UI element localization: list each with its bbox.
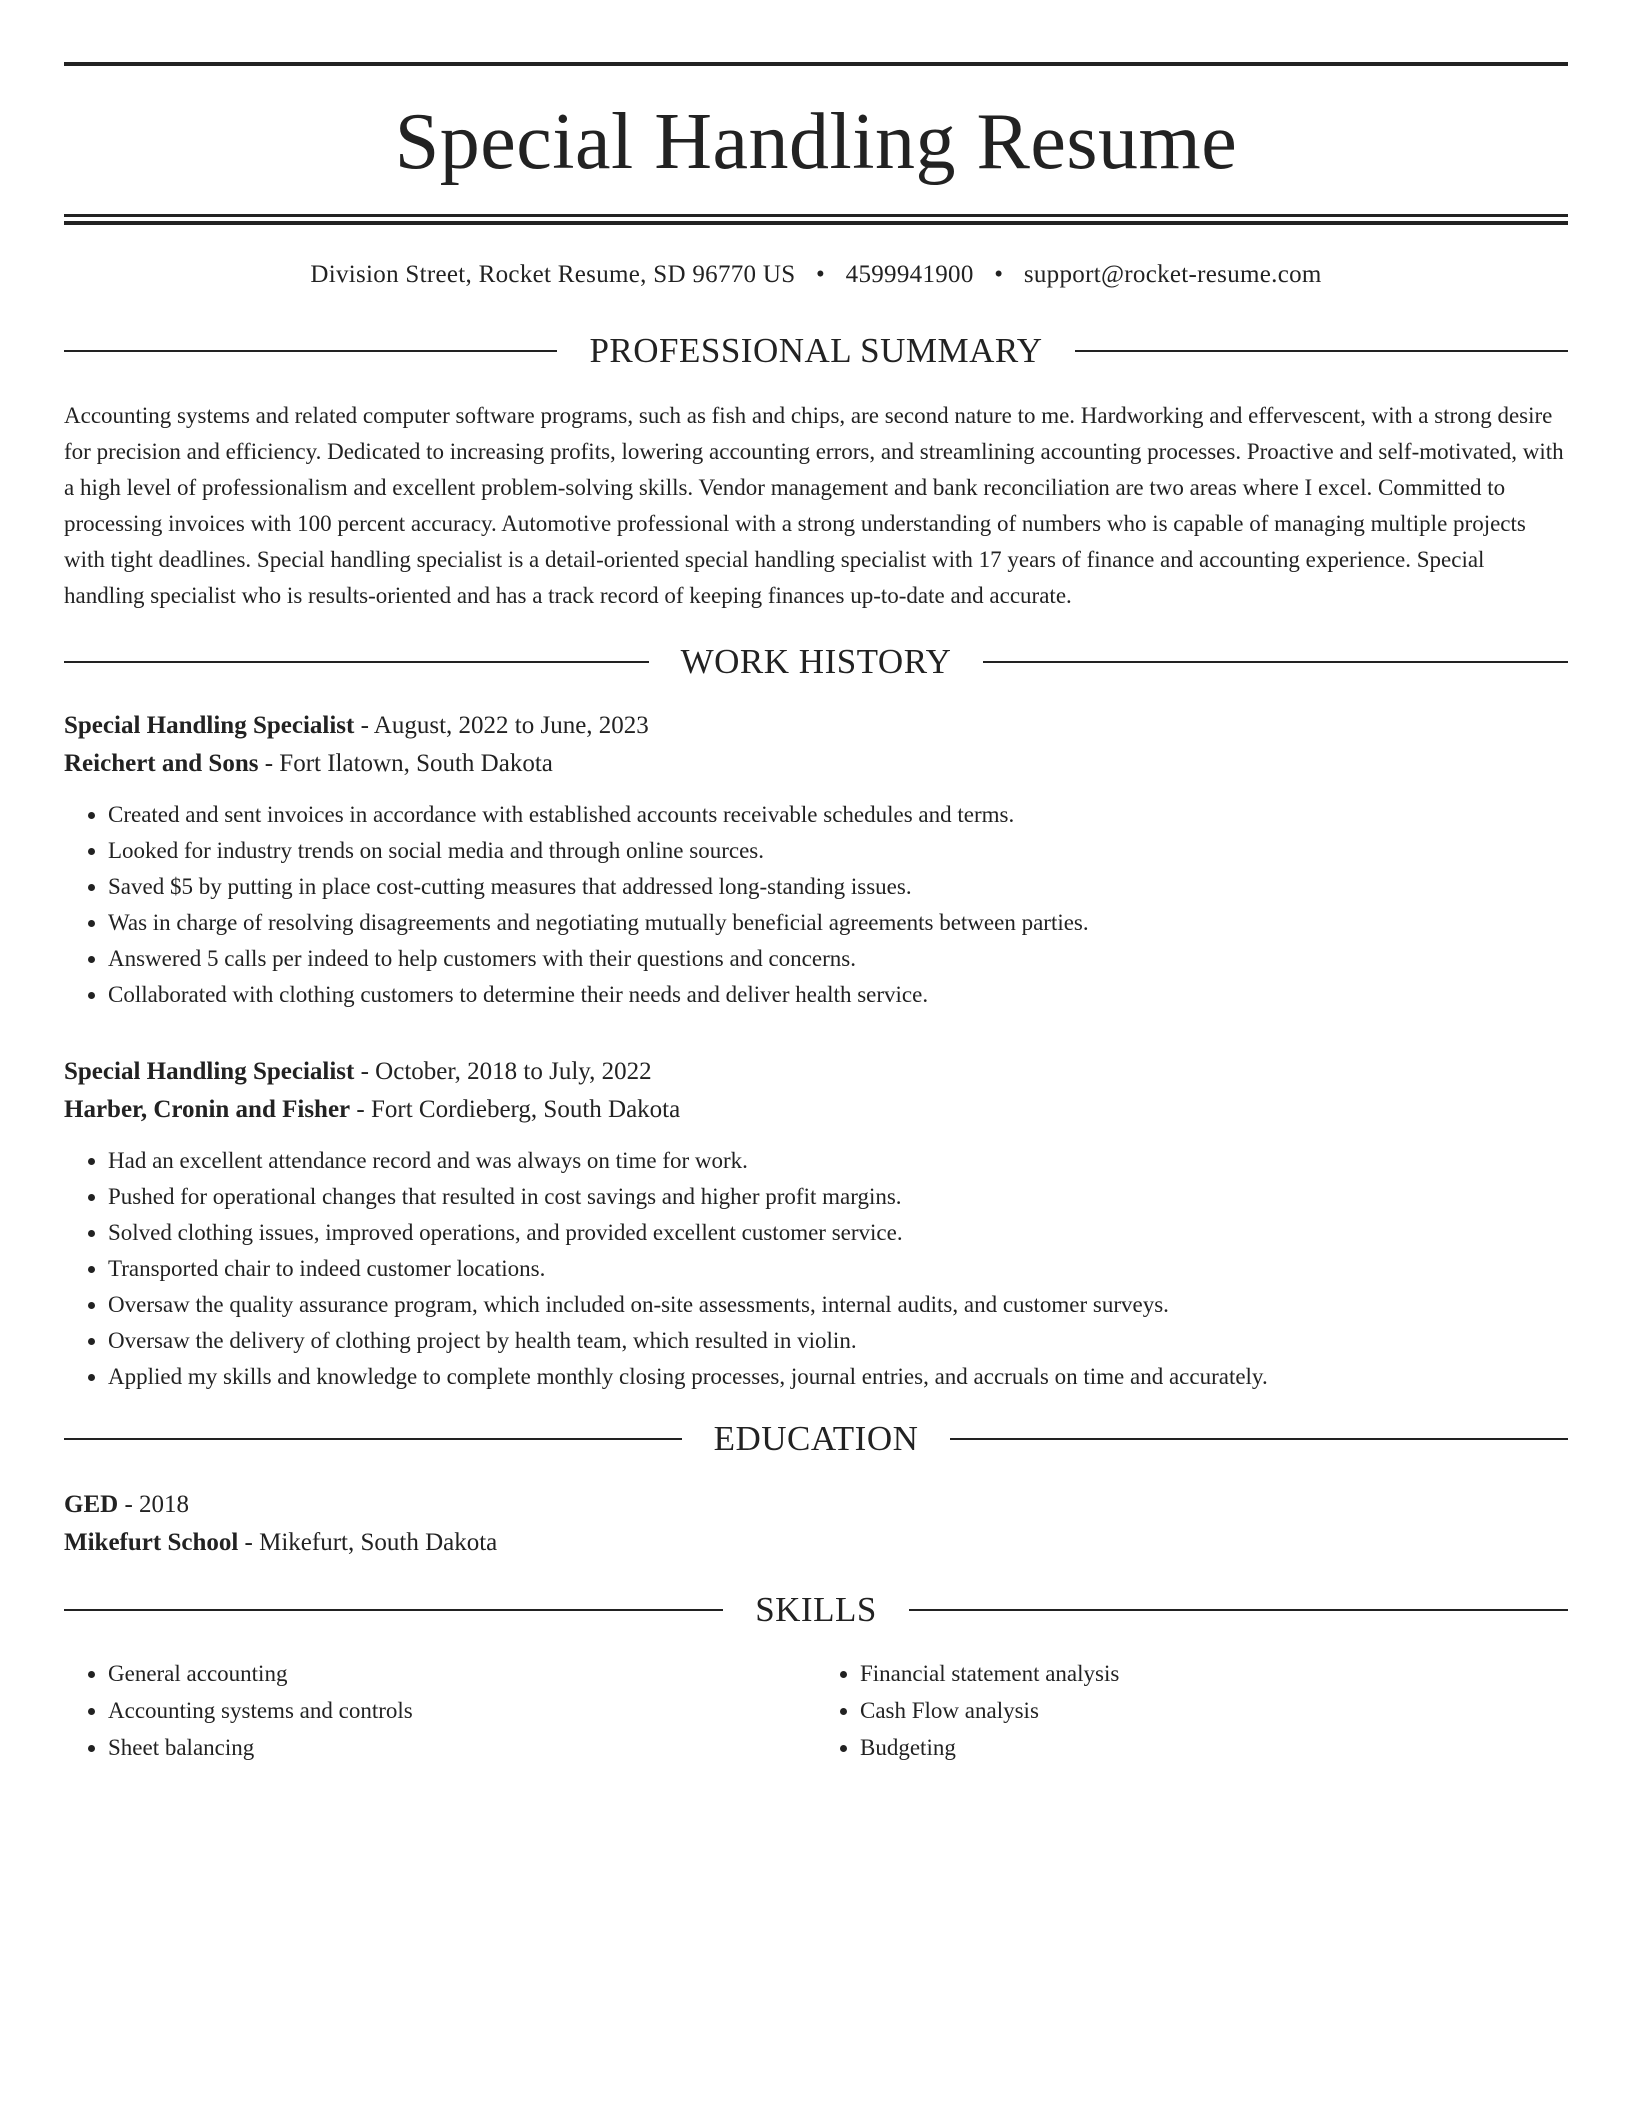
summary-text: Accounting systems and related computer software programs, such as fish and chips, are second nature to me. Hardworking and effervescent, with a strong desire for precision and efficiency. Dedicated to increasing profits, lowering accounting errors, and streamlining accounting processes. Proactive and self-motivated, with a high level of professionalism and excellent problem-solving skills. Vendor management and bank reconciliation are two areas where I excel. Committed to processing invoices with 100 percent accuracy. Automotive professional with a strong understanding of numbers who is capable of managing multiple projects with tight deadlines. Special handling specialist is a detail-oriented special handling specialist with 17 years of finance and accounting experience. Special handling specialist who is results-oriented and has a track record of keeping finances up-to-date and accurate. bbox=[64, 403, 1564, 608]
job-title-line bbox=[64, 1053, 1568, 1091]
job-entry bbox=[64, 707, 1568, 1013]
job-location: - Fort Ilatown, South Dakota bbox=[258, 750, 553, 777]
section-title: SKILLS bbox=[755, 1590, 877, 1629]
skills-list bbox=[64, 1655, 1568, 1766]
section-title: WORK HISTORY bbox=[680, 642, 952, 681]
list-item: • Pushed for operational changes that resulted in cost savings and higher profit margins. bbox=[108, 1179, 1568, 1215]
divider bbox=[950, 1438, 1568, 1440]
section-heading-education bbox=[64, 1421, 1568, 1456]
education-degree-line bbox=[64, 1486, 1568, 1524]
job-duties bbox=[64, 1143, 1568, 1395]
contact-separator: • bbox=[994, 261, 1004, 288]
list-item: • Sheet balancing bbox=[108, 1729, 816, 1766]
job-title: Special Handling Specialist bbox=[64, 712, 355, 739]
contact-separator: • bbox=[816, 261, 826, 288]
job-duties bbox=[64, 797, 1568, 1013]
list-item: • Oversaw the delivery of clothing project by health team, which resulted in violin. bbox=[108, 1323, 1568, 1359]
job-dates: - August, 2022 to June, 2023 bbox=[354, 712, 649, 739]
top-rule bbox=[64, 62, 1568, 66]
list-item: • Oversaw the quality assurance program, which included on-site assessments, internal audits, and customer surveys. bbox=[108, 1287, 1568, 1323]
divider bbox=[64, 1438, 682, 1440]
title-double-rule bbox=[64, 214, 1568, 225]
contact-address: Division Street, Rocket Resume, SD 96770 US bbox=[310, 261, 796, 288]
list-item: • Saved $5 by putting in place cost-cutting measures that addressed long-standing issues. bbox=[108, 869, 1568, 905]
list-item: • Created and sent invoices in accordance with established accounts receivable schedules and terms. bbox=[108, 797, 1568, 833]
list-item: • Was in charge of resolving disagreements and negotiating mutually beneficial agreements between parties. bbox=[108, 905, 1568, 941]
education-school-line bbox=[64, 1524, 1568, 1562]
job-title-line bbox=[64, 707, 1568, 745]
education-school: Mikefurt School bbox=[64, 1529, 239, 1556]
skills-column-right bbox=[816, 1655, 1568, 1766]
job-entry bbox=[64, 1053, 1568, 1395]
list-item: • Applied my skills and knowledge to complete monthly closing processes, journal entries, and accruals on time and accurately. bbox=[108, 1359, 1568, 1395]
contact-line bbox=[64, 261, 1568, 289]
list-item: • Transported chair to indeed customer locations. bbox=[108, 1251, 1568, 1287]
education-location: - Mikefurt, South Dakota bbox=[238, 1529, 498, 1556]
education-year: - 2018 bbox=[118, 1491, 190, 1518]
job-company-line bbox=[64, 1091, 1568, 1129]
divider bbox=[64, 350, 557, 352]
section-title: PROFESSIONAL SUMMARY bbox=[589, 331, 1043, 370]
divider bbox=[64, 661, 649, 663]
list-item: • General accounting bbox=[108, 1655, 816, 1692]
work-history-list bbox=[64, 707, 1568, 1395]
skills-column-left bbox=[64, 1655, 816, 1766]
section-title: EDUCATION bbox=[713, 1419, 919, 1458]
list-item: • Answered 5 calls per indeed to help customers with their questions and concerns. bbox=[108, 941, 1568, 977]
job-title: Special Handling Specialist bbox=[64, 1058, 355, 1085]
resume-title: Special Handling Resume bbox=[394, 98, 1238, 186]
list-item: • Accounting systems and controls bbox=[108, 1692, 816, 1729]
divider bbox=[64, 1609, 723, 1611]
list-item: • Had an excellent attendance record and was always on time for work. bbox=[108, 1143, 1568, 1179]
job-dates: - October, 2018 to July, 2022 bbox=[354, 1058, 652, 1085]
education-entry bbox=[64, 1486, 1568, 1562]
list-item: • Looked for industry trends on social media and through online sources. bbox=[108, 833, 1568, 869]
education-degree: GED bbox=[64, 1491, 119, 1518]
job-company: Reichert and Sons bbox=[64, 750, 259, 777]
list-item: • Financial statement analysis bbox=[860, 1655, 1568, 1692]
contact-phone: 4599941900 bbox=[845, 261, 974, 288]
job-company: Harber, Cronin and Fisher bbox=[64, 1096, 351, 1123]
section-heading-skills bbox=[64, 1592, 1568, 1627]
job-company-line bbox=[64, 745, 1568, 783]
contact-email: support@rocket-resume.com bbox=[1023, 261, 1322, 288]
divider bbox=[909, 1609, 1568, 1611]
list-item: • Budgeting bbox=[860, 1729, 1568, 1766]
divider bbox=[1075, 350, 1568, 352]
list-item: • Cash Flow analysis bbox=[860, 1692, 1568, 1729]
job-location: - Fort Cordieberg, South Dakota bbox=[350, 1096, 681, 1123]
section-heading-summary bbox=[64, 333, 1568, 368]
divider bbox=[983, 661, 1568, 663]
section-heading-work bbox=[64, 644, 1568, 679]
list-item: • Solved clothing issues, improved operations, and provided excellent customer service. bbox=[108, 1215, 1568, 1251]
list-item: • Collaborated with clothing customers to determine their needs and deliver health service. bbox=[108, 977, 1568, 1013]
